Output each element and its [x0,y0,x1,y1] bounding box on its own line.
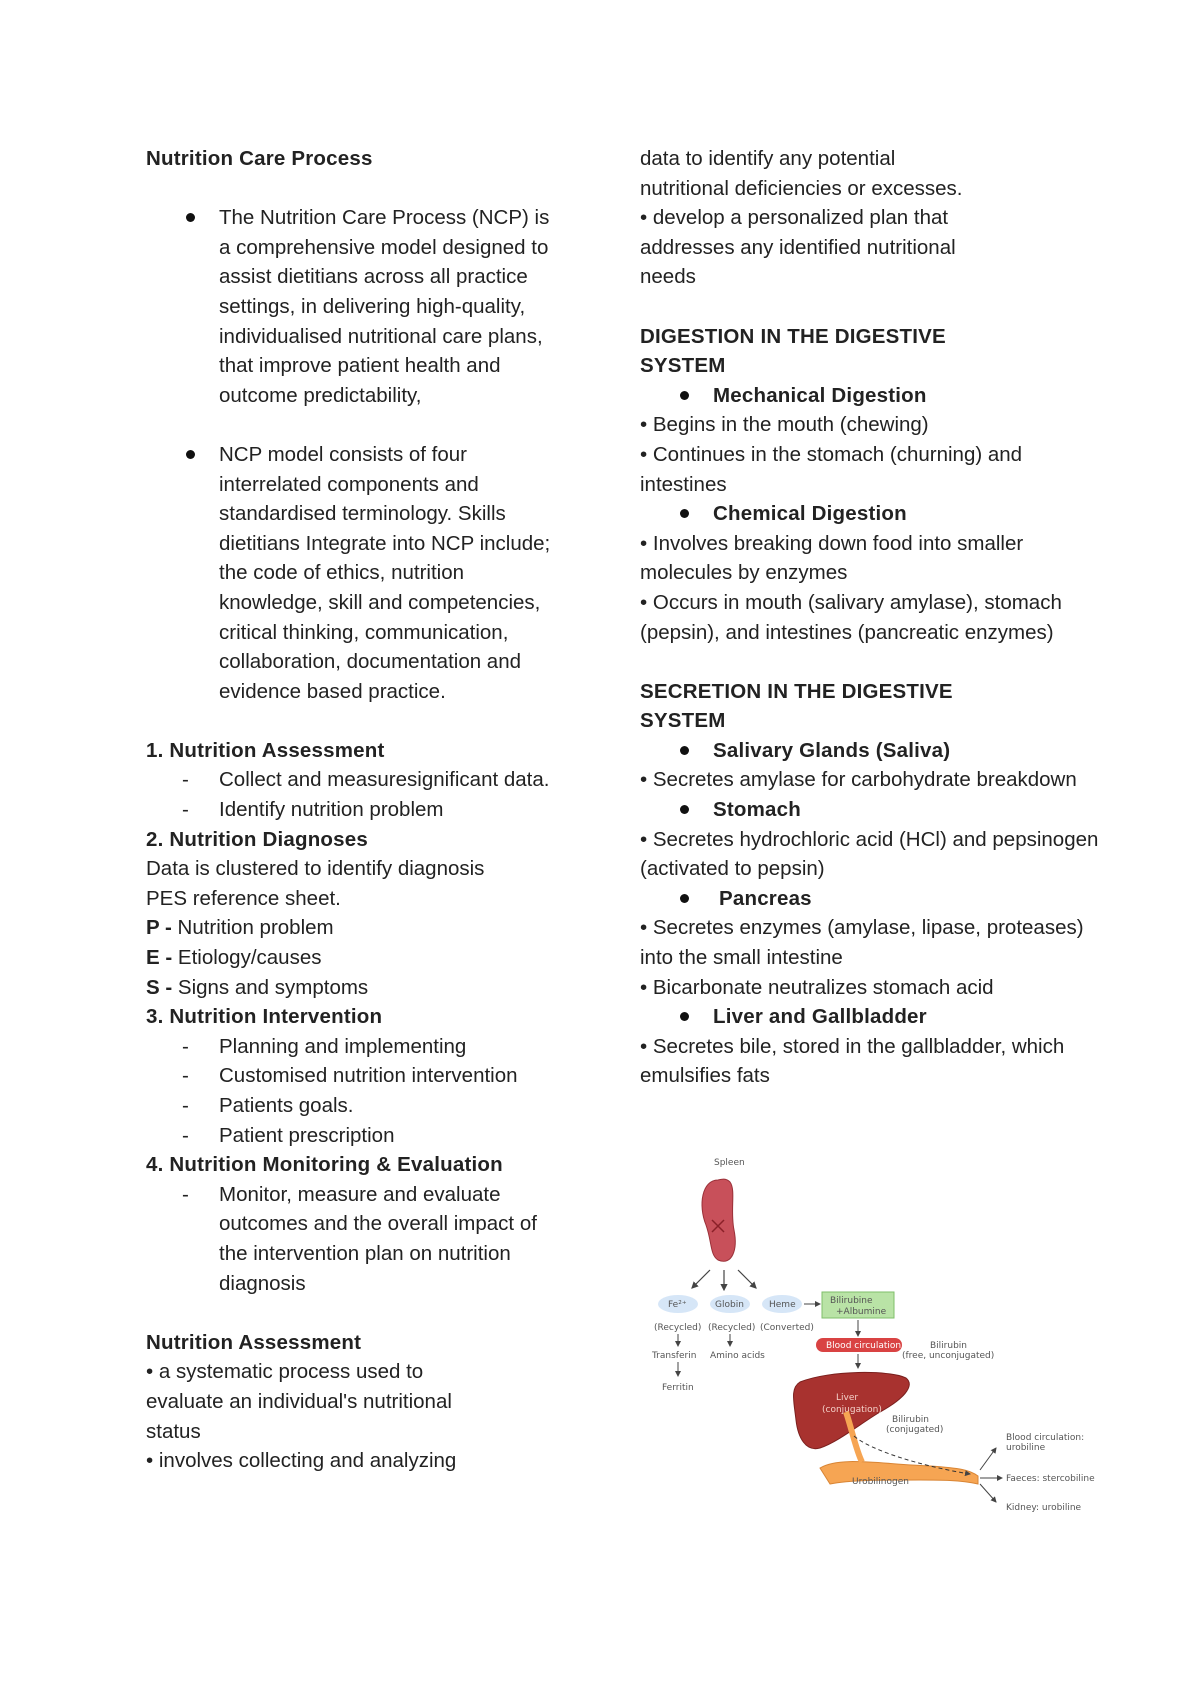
liver-label-2: (conjugation) [822,1405,882,1415]
section-2-title: 2. Nutrition Diagnoses [146,827,368,851]
transferrin: Transferin [652,1351,697,1361]
out-kidney: Kidney: urobiline [1006,1503,1082,1513]
pes-s: S - Signs and symptoms [146,975,369,999]
ferritin: Ferritin [662,1383,694,1393]
out-blood: Blood circulation: [1006,1433,1085,1443]
s3-item: - Planning and implementing [146,1032,566,1062]
blood-label: Blood circulation [826,1341,902,1351]
na-line: • a systematic process used to [146,1360,424,1384]
cont-line: needs [640,265,696,289]
pan-line: • Secretes enzymes (amylase, lipase, proteases) into the small intestine [640,916,1084,970]
ncp-bullet-2: NCP model consists of four interrelated components and standardised terminology. Skills dietitians Integrate into NCP include; the code of ethics, nutrition knowledge, skill and competencies, critical thinking, communication, collaboration, documentation and evidence based practice. [146,440,566,706]
bili-conj: Bilirubin [892,1415,929,1425]
cont-line: data to identify any potential [640,147,896,170]
na-title: Nutrition Assessment [146,1330,362,1354]
converted: (Converted) [760,1323,814,1333]
s2-line: Data is clustered to identify diagnosis [146,857,485,881]
mech-line: • Continues in the stomach (churning) and intestines [640,442,1023,496]
bili-alb-label: Bilirubine [830,1296,873,1306]
s1-item: - Identify nutrition problem [146,795,566,825]
spleen-label: Spleen [714,1158,745,1168]
ncp-title: Nutrition Care Process [146,147,373,170]
amino-acids: Amino acids [710,1351,765,1361]
cont-line: • develop a personalized plan that [640,206,949,230]
cont-line: addresses any identified nutritional [640,235,956,259]
s3-item: - Patient prescription [146,1121,566,1151]
bili-free-2: (free, unconjugated) [902,1351,995,1361]
mechanical-heading: Mechanical Digestion [640,381,1100,411]
fe-label: Fe²⁺ [668,1300,687,1310]
liver-label: Liver [836,1393,859,1403]
out-faeces: Faeces: stercobiline [1006,1474,1095,1484]
ncp-bullet-1: The Nutrition Care Process (NCP) is a comprehensive model designed to assist dietitians across all practice settings, in delivering high-quality, individualised nutritional care plans, that improve patient health and outcome predictability, [146,203,566,410]
bili-conj-2: (conjugated) [886,1425,944,1435]
digestion-title: DIGESTION IN THE DIGESTIVE SYSTEM [640,324,946,378]
stomach-heading: Stomach [640,795,1100,825]
liver-heading: Liver and Gallbladder [640,1002,1100,1032]
diagram-svg [640,1150,1100,1520]
recycled-1: (Recycled) [654,1323,702,1333]
heme-label: Heme [769,1300,796,1310]
mech-line: • Begins in the mouth (chewing) [640,413,929,437]
bili-alb-label-2: +Albumine [836,1307,887,1317]
na-line: status [146,1419,201,1443]
cont-line: nutritional deficiencies or excesses. [640,176,963,200]
na-line: • involves collecting and analyzing [146,1449,457,1473]
pancreas-heading: Pancreas [640,884,1100,914]
chem-line: • Occurs in mouth (salivary amylase), stomach (pepsin), and intestines (pancreatic enzymes) [640,590,1062,644]
salivary-heading: Salivary Glands (Saliva) [640,736,1100,766]
s2-line: PES reference sheet. [146,886,341,910]
bilirubin-metabolism-diagram [640,1150,1100,1520]
na-line: evaluate an individual's nutritional [146,1389,452,1413]
secretion-title: SECRETION IN THE DIGESTIVE SYSTEM [640,679,953,733]
out-blood-2: urobiline [1006,1443,1046,1453]
section-4-title: 4. Nutrition Monitoring & Evaluation [146,1153,503,1177]
left-column [146,144,566,1476]
s3-item: - Customised nutrition intervention [146,1061,566,1091]
chem-line: • Involves breaking down food into smaller molecules by enzymes [640,531,1024,585]
section-3-title: 3. Nutrition Intervention [146,1005,383,1029]
s4-item: - Monitor, measure and evaluate outcomes and the overall impact of the intervention plan on nutrition diagnosis [146,1180,566,1298]
sal-line: • Secretes amylase for carbohydrate breakdown [640,768,1077,792]
s3-item: - Patients goals. [146,1091,566,1121]
recycled-2: (Recycled) [708,1323,756,1333]
globin-label: Globin [715,1300,744,1310]
liv-line: • Secretes bile, stored in the gallbladder, which emulsifies fats [640,1034,1065,1088]
section-1-title: 1. Nutrition Assessment [146,738,385,762]
bili-free: Bilirubin [930,1341,967,1351]
spleen-shape [702,1179,735,1261]
right-column [640,144,1100,1091]
pes-e: E - Etiology/causes [146,946,322,970]
pes-p: P - Nutrition problem [146,916,334,940]
chemical-heading: Chemical Digestion [640,499,1100,529]
sto-line: • Secretes hydrochloric acid (HCl) and pepsinogen (activated to pepsin) [640,827,1099,881]
pan-line: • Bicarbonate neutralizes stomach acid [640,975,994,999]
urobilinogen: Urobilinogen [852,1477,909,1487]
s1-item: - Collect and measuresignificant data. [146,765,566,795]
